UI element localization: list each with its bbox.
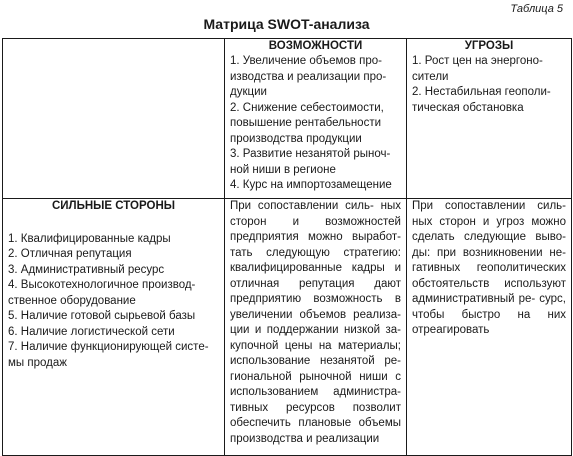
- strengths-heading: СИЛЬНЫЕ СТОРОНЫ: [51, 200, 176, 212]
- strengths-cell: [3, 199, 225, 456]
- threats-heading: УГРОЗЫ: [464, 40, 514, 52]
- swot-matrix-table: [2, 38, 572, 456]
- threats-cell: [407, 39, 572, 199]
- opportunity-item: 3. Развитие незанятой рыноч- ной ниши в регионе: [230, 148, 391, 176]
- table-title: Матрица SWOT-анализа: [203, 16, 370, 32]
- strength-item: 5. Наличие готовой сырьевой базы: [8, 310, 196, 322]
- so-strategy-text: При сопоставлении силь- ных сторон и возможностей предприятия можно выработ- тать следующую стратегию: квалифицированные кадры и отличная репутация дают предприятию возможность в увеличении объемов реализа- ции и поддержании низкой за- купочной цены на материалы; использование незанятой ре- гиональной рыночной ниши с использованием администра- тивных ресурсов позволит обеспечить плановые объемы производства и реализации: [230, 200, 401, 445]
- strength-item: 6. Наличие логистической сети: [8, 325, 175, 338]
- opportunities-heading: ВОЗМОЖНОСТИ: [268, 40, 363, 52]
- strength-item: 4. Высокотехнологичное производ- ственное оборудование: [8, 279, 196, 307]
- opportunities-cell: [225, 39, 407, 199]
- table-row: [3, 199, 572, 456]
- empty-corner-cell: [3, 39, 225, 199]
- opportunity-item: 4. Курс на импортозамещение: [230, 179, 392, 191]
- strength-item: 3. Административный ресурс: [8, 263, 165, 276]
- st-strategy-cell: [407, 199, 572, 456]
- opportunity-item: 1. Увеличение объемов про- изводства и реализации про- дукции: [230, 55, 387, 98]
- st-strategy-text: При сопоставлении силь- ных сторон и угроз можно сделать следующие выво- ды: при возникновении не- гативных геополитических обстоятельств используют административный ре- сурс, чтобы быстро на них отреагировать: [412, 200, 566, 336]
- strength-item: 2. Отличная репутация: [8, 248, 132, 260]
- strength-item: 7. Наличие функционирующей систе- мы продаж: [8, 341, 209, 369]
- so-strategy-cell: [225, 199, 407, 456]
- opportunity-item: 2. Снижение себестоимости, повышение рентабельности производства продукции: [230, 101, 384, 145]
- strength-item: 1. Квалифицированные кадры: [8, 232, 171, 245]
- threat-item: 1. Рост цен на энергоно- сители: [412, 55, 543, 83]
- threat-item: 2. Нестабильная геополи- тическая обстановка: [412, 86, 551, 114]
- table-row: [3, 39, 572, 199]
- table-number: Таблица 5: [510, 3, 563, 15]
